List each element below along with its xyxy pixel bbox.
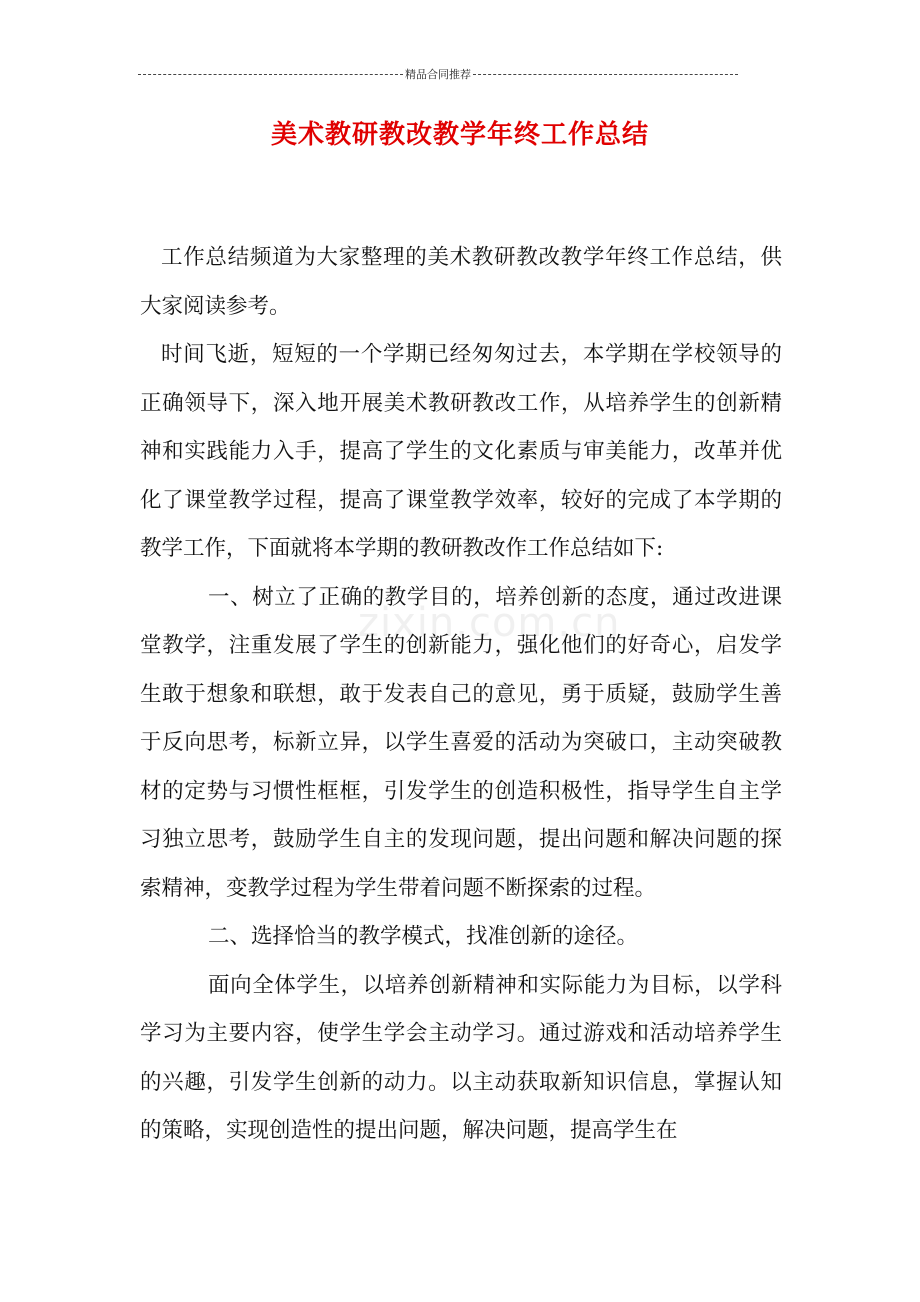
watermark: zixin.com.cn — [358, 600, 621, 646]
paragraph-intro: 工作总结频道为大家整理的美术教研教改教学年终工作总结，供大家阅读参考。 — [140, 245, 782, 319]
paragraph-section-2-body: 面向全体学生，以培养创新精神和实际能力为目标，以学科学习为主要内容，使学生学会主动学习。通过游戏和活动培养学生的兴趣，引发学生创新的动力。以主动获取新知识信息，掌握认知的策略，实现创造性的提出问题，解决问题，提高学生在 — [140, 972, 782, 1143]
paragraph-section-1: 一、树立了正确的教学目的，培养创新的态度，通过改进课堂教学，注重发展了学生的创新能力，强化他们的好奇心，启发学生敢于想象和联想，敢于发表自己的意见，勇于质疑，鼓励学生善于反向思考，标新立异，以学生喜爱的活动为突破口，主动突破教材的定势与习惯性框框，引发学生的创造积极性，指导学生自主学习独立思考，鼓励学生自主的发现问题，提出问题和解决问题的探索精神，变教学过程为学生带着问题不断探索的过程。 — [140, 584, 782, 901]
paragraph-section-2-heading: 二、选择恰当的教学模式，找准创新的途径。 — [208, 924, 639, 949]
header-dash-right — [473, 74, 738, 75]
paragraph-overview: 时间飞逝，短短的一个学期已经匆匆过去，本学期在学校领导的正确领导下，深入地开展美术教研教改工作，从培养学生的创新精神和实践能力入手，提高了学生的文化素质与审美能力，改革并优化了课堂教学过程，提高了课堂教学效率，较好的完成了本学期的教学工作，下面就将本学期的教研教改作工作总结如下: — [140, 342, 782, 561]
document-body — [140, 234, 782, 1156]
document-title: 美术教研教改教学年终工作总结 — [270, 120, 649, 150]
header-label: 精品合同推荐 — [405, 68, 471, 81]
header-dash-left — [138, 74, 403, 75]
page-header — [138, 66, 738, 82]
